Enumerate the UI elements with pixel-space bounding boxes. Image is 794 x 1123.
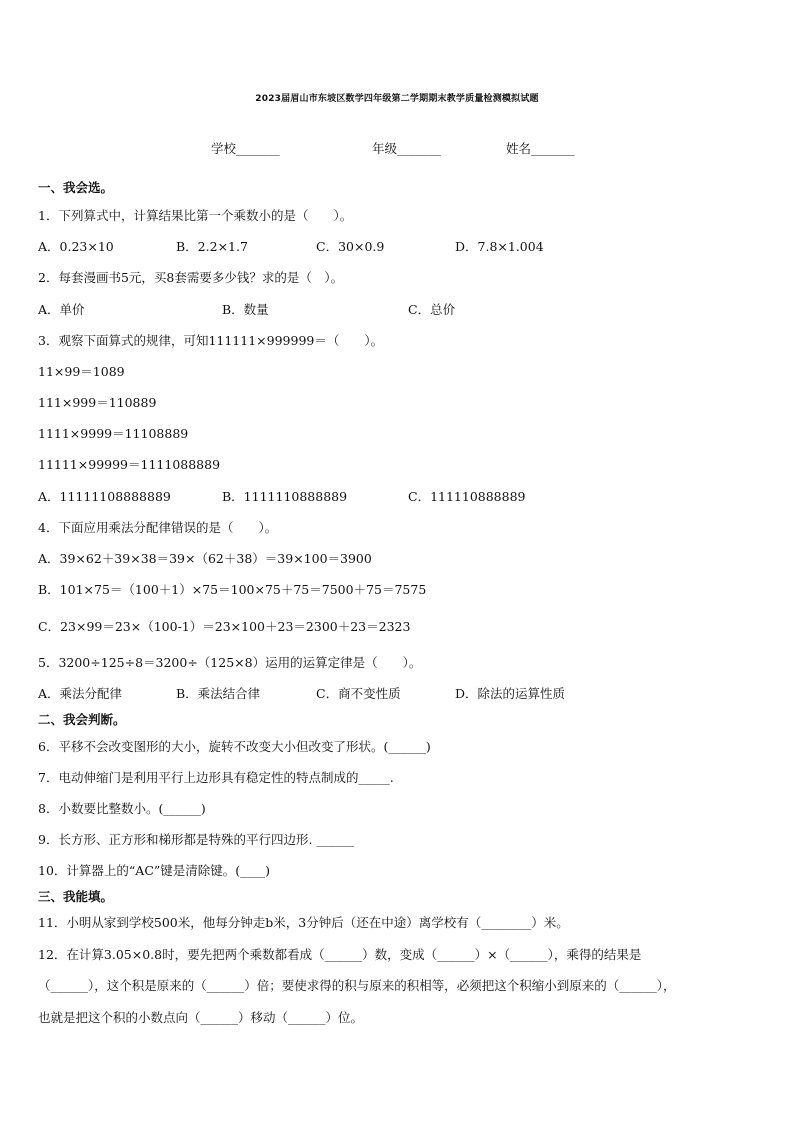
question-1-option-d: D．7.8×1.004 bbox=[455, 239, 544, 254]
question-12-line-1: 12．在计算3.05×0.8时，要先把两个乘数都看成（______）数，变成（______）×（______），乘得的结果是 bbox=[38, 947, 642, 962]
question-3-pattern-line: 11111×99999＝1111088889 bbox=[38, 457, 221, 472]
question-3-pattern-line: 11×99＝1089 bbox=[38, 364, 125, 379]
question-12-line-3: 也就是把这个积的小数点向（______）移动（______）位。 bbox=[38, 1010, 364, 1025]
question-4-option-c: C．23×99＝23×（100-1）＝23×100＋23＝2300＋23＝2323 bbox=[38, 619, 411, 634]
question-1-option-b: B．2.2×1.7 bbox=[176, 239, 248, 254]
question-1-option-c: C．30×0.9 bbox=[316, 239, 385, 254]
question-5-option-d: D．除法的运算性质 bbox=[455, 686, 566, 701]
grade-field: 年级_______ bbox=[372, 141, 441, 156]
question-5-option-c: C．商不变性质 bbox=[316, 686, 401, 701]
question-2-option-a: A．单价 bbox=[38, 302, 85, 317]
question-4-option-b: B．101×75＝（100＋1）×75＝100×75＋75＝7500＋75＝7575 bbox=[38, 582, 427, 597]
question-8: 8．小数要比整数小。(______) bbox=[38, 801, 206, 816]
page-title: 2023届眉山市东坡区数学四年级第二学期期末教学质量检测模拟试题 bbox=[255, 94, 539, 104]
question-2-option-b: B．数量 bbox=[222, 302, 269, 317]
question-3-option-a: A．11111108888889 bbox=[38, 489, 171, 504]
question-3-pattern-line: 1111×9999＝11108889 bbox=[38, 426, 189, 441]
section-3-heading: 三、我能填。 bbox=[38, 889, 114, 904]
question-10: 10．计算器上的“AC”键是清除键。(____) bbox=[38, 863, 271, 878]
question-4-stem: 4．下面应用乘法分配律错误的是（ ）。 bbox=[38, 520, 278, 535]
question-12-line-2: （______），这个积是原来的（______）倍；要使求得的积与原来的积相等，必须把这个积缩小到原来的（______）， bbox=[38, 978, 676, 993]
question-2-option-c: C．总价 bbox=[408, 302, 456, 317]
question-1-option-a: A．0.23×10 bbox=[38, 239, 114, 254]
question-5-option-b: B．乘法结合律 bbox=[176, 686, 261, 701]
question-6: 6．平移不会改变图形的大小，旋转不改变大小但改变了形状。(______) bbox=[38, 739, 431, 754]
section-2-heading: 二、我会判断。 bbox=[38, 712, 126, 727]
question-1-stem: 1．下列算式中，计算结果比第一个乘数小的是（ ）。 bbox=[38, 208, 353, 223]
question-9: 9．长方形、正方形和梯形都是特殊的平行四边形. ______ bbox=[38, 832, 354, 847]
school-field: 学校_______ bbox=[211, 141, 280, 156]
question-3-option-b: B．1111110888889 bbox=[222, 489, 348, 504]
question-5-stem: 5．3200÷125÷8＝3200÷（125×8）运用的运算定律是（ ）。 bbox=[38, 655, 422, 670]
question-3-stem: 3．观察下面算式的规律，可知111111×999999＝（ ）。 bbox=[38, 333, 384, 348]
question-3-option-c: C．111110888889 bbox=[408, 489, 526, 504]
section-1-heading: 一、我会选。 bbox=[38, 180, 114, 195]
question-11: 11．小明从家到学校500米，他每分钟走b米，3分钟后（还在中途）离学校有（________）米。 bbox=[38, 915, 569, 930]
question-7: 7．电动伸缩门是利用平行上边形具有稳定性的特点制成的_____. bbox=[38, 770, 394, 785]
question-4-option-a: A．39×62＋39×38＝39×（62＋38）＝39×100＝3900 bbox=[38, 551, 372, 566]
question-3-pattern-line: 111×999＝110889 bbox=[38, 395, 157, 410]
question-2-stem: 2．每套漫画书5元，买8套需要多少钱？求的是（ ）。 bbox=[38, 270, 344, 285]
name-field: 姓名_______ bbox=[506, 141, 575, 156]
question-5-option-a: A．乘法分配律 bbox=[38, 686, 123, 701]
